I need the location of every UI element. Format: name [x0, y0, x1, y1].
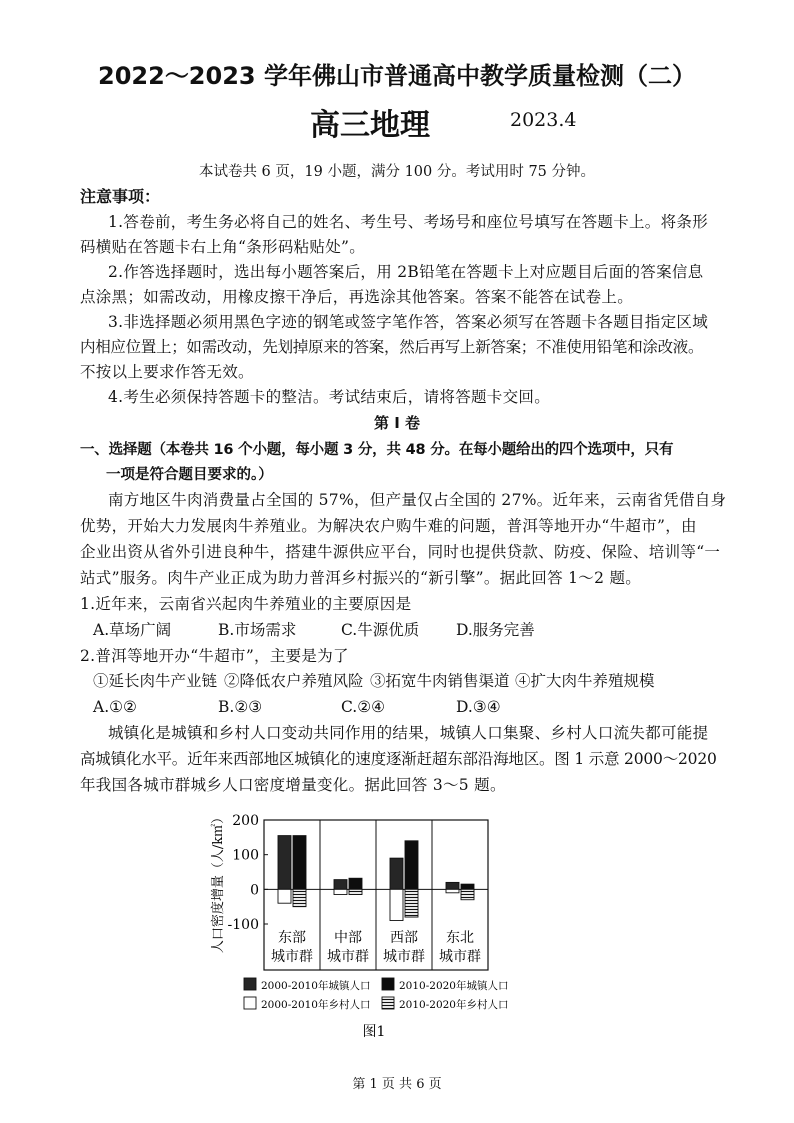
- bar-4: [293, 889, 306, 906]
- section-heading: 一项是符合题目要求的。）: [106, 467, 273, 483]
- category-label: 城市群: [327, 949, 369, 965]
- y-tick-label: 100: [232, 847, 259, 864]
- bar-4: [461, 889, 474, 899]
- population-density-chart: [200, 800, 540, 1050]
- bar-4: [405, 889, 418, 917]
- page-footer: 第 1 页 共 6 页: [352, 1077, 442, 1092]
- notice-line: 点涂黑；如需改动，用橡皮擦干净后，再选涂其他答案。答案不能答在试卷上。: [80, 288, 634, 306]
- bar-2: [461, 884, 474, 889]
- subject-title: 高三地理: [310, 108, 430, 143]
- y-tick-label: 200: [232, 813, 259, 829]
- bar-1: [390, 858, 403, 889]
- legend-swatch: [244, 997, 256, 1009]
- category-label: 城市群: [383, 949, 425, 965]
- bar-3: [334, 889, 347, 894]
- q1-option-a: A.草场广阔: [93, 621, 172, 639]
- category-label: 中部: [334, 930, 362, 946]
- exam-info: 本试卷共 6 页，19 小题，满分 100 分。考试用时 75 分钟。: [198, 164, 596, 180]
- notice-line: 1.答卷前，考生务必将自己的姓名、考生号、考场号和座位号填写在答题卡上。将条形: [108, 213, 708, 231]
- category-label: 城市群: [271, 949, 313, 965]
- category-label: 东北: [446, 930, 474, 946]
- passage-line: 年我国各城市群城乡人口密度增量变化。据此回答 3～5 题。: [80, 776, 506, 794]
- exam-date: 2023.4: [510, 109, 577, 131]
- q1-option-b: B.市场需求: [218, 621, 297, 639]
- bar-3: [446, 889, 459, 892]
- q1-option-c: C.牛源优质: [341, 621, 420, 639]
- bar-3: [278, 889, 291, 903]
- legend-label: 2010-2020年乡村人口: [399, 999, 509, 1011]
- bar-1: [278, 836, 291, 890]
- bar-2: [349, 878, 362, 889]
- y-tick-label: 0: [250, 882, 259, 899]
- notice-line: 4.考生必须保持答题卡的整洁。考试结束后，请将答题卡交回。: [108, 388, 550, 406]
- legend-label: 2000-2010年乡村人口: [261, 999, 371, 1011]
- passage-line: 优势，开始大力发展肉牛养殖业。为解决农户购牛难的问题，普洱等地开办“牛超市”，由: [80, 517, 697, 535]
- q2-item: ②降低农户养殖风险: [224, 672, 364, 690]
- category-label: 城市群: [439, 949, 481, 965]
- question-2-stem: 2.普洱等地开办“牛超市”，主要是为了: [80, 647, 349, 665]
- legend-swatch: [382, 978, 394, 990]
- q2-item: ①延长肉牛产业链: [93, 672, 218, 690]
- bar-1: [446, 882, 459, 889]
- legend-label: 2000-2010年城镇人口: [261, 980, 371, 992]
- q2-option-a: A.①②: [93, 698, 137, 716]
- legend-label: 2010-2020年城镇人口: [399, 980, 509, 992]
- bar-1: [334, 880, 347, 890]
- passage-line: 南方地区牛肉消费量占全国的 57%，但产量仅占全国的 27%。近年来，云南省凭借自身: [108, 491, 727, 509]
- notice-line: 3.非选择题必须用黑色字迹的钢笔或签字笔作答，答案必须写在答题卡各题目指定区域: [108, 313, 708, 331]
- category-label: 西部: [390, 930, 418, 946]
- passage-line: 高城镇化水平。近年来西部地区城镇化的速度逐渐赶超东部沿海地区。图 1 示意 2000～2020: [80, 750, 717, 768]
- q2-item: ④扩大肉牛养殖规模: [515, 672, 655, 690]
- q2-option-b: B.②③: [218, 698, 263, 716]
- q2-option-c: C.②④: [341, 698, 386, 716]
- exam-title: 2022～2023 学年佛山市普通高中教学质量检测（二）: [98, 62, 696, 90]
- legend-swatch: [244, 978, 256, 990]
- q2-option-d: D.③④: [456, 698, 501, 716]
- bar-4: [349, 889, 362, 894]
- section-title: 第 I 卷: [373, 414, 421, 432]
- notice-line: 内相应位置上；如需改动，先划掉原来的答案，然后再写上新答案；不准使用铅笔和涂改液。: [80, 338, 704, 356]
- category-label: 东部: [278, 930, 306, 946]
- passage-line: 站式”服务。肉牛产业正成为助力普洱乡村振兴的“新引擎”。据此回答 1～2 题。: [80, 569, 642, 587]
- passage-line: 企业出资从省外引进良种牛，搭建牛源供应平台，同时也提供贷款、防疫、保险、培训等“一: [80, 543, 721, 561]
- notice-line: 不按以上要求作答无效。: [80, 363, 254, 381]
- question-1-stem: 1.近年来，云南省兴起肉牛养殖业的主要原因是: [80, 595, 412, 613]
- notice-heading: 注意事项：: [80, 187, 161, 206]
- passage-line: 城镇化是城镇和乡村人口变动共同作用的结果，城镇人口集聚、乡村人口流失都可能提: [108, 724, 709, 742]
- q2-item: ③拓宽牛肉销售渠道: [370, 672, 510, 690]
- bar-2: [293, 836, 306, 890]
- bar-2: [405, 841, 418, 890]
- figure-caption: 图1: [362, 1024, 386, 1040]
- bar-3: [390, 889, 403, 920]
- q1-option-d: D.服务完善: [456, 621, 535, 639]
- y-axis-label: 人口密度增量（人/k㎡）: [211, 810, 226, 954]
- y-tick-label: -100: [227, 917, 259, 933]
- legend-swatch: [382, 997, 394, 1009]
- notice-line: 码横贴在答题卡右上角“条形码粘贴处”。: [80, 238, 366, 256]
- section-heading: 一、选择题（本卷共 16 个小题，每小题 3 分，共 48 分。在每小题给出的四个选项中，只有: [80, 442, 674, 458]
- notice-line: 2.作答选择题时，选出每小题答案后，用 2B铅笔在答题卡上对应题目后面的答案信息: [108, 263, 704, 281]
